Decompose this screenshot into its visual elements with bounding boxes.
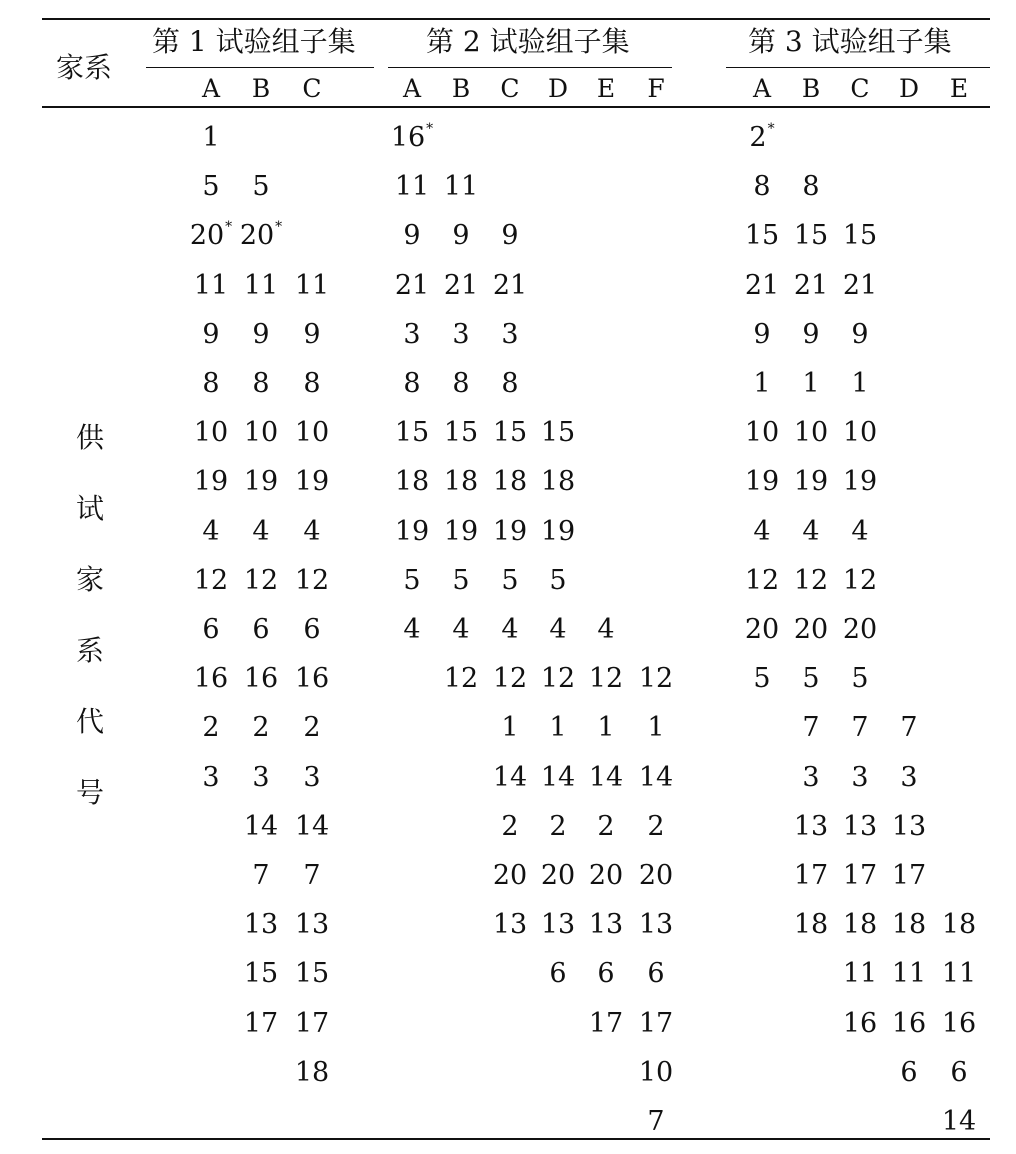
- table-cell: 6: [202, 614, 220, 645]
- table-cell: 17: [793, 860, 829, 891]
- table-cell: 1: [753, 368, 771, 399]
- table-cell: 20: [744, 614, 780, 645]
- table-cell: 12: [492, 663, 528, 695]
- col-header-g1-b: B: [251, 74, 271, 103]
- table-cell: 18: [793, 909, 829, 941]
- table-cell: 8: [753, 171, 771, 203]
- table-cell: 3: [900, 761, 918, 793]
- table-cell: 7: [900, 712, 918, 744]
- table-cell: 19: [294, 466, 330, 498]
- asterisk-mark: *: [426, 121, 434, 137]
- group-2-underline: [388, 67, 672, 68]
- table-cell: 1: [851, 368, 869, 399]
- table-cell: 13: [891, 810, 927, 842]
- table-cell: 12: [243, 564, 279, 596]
- table-cell: 19: [394, 515, 430, 547]
- table-cell: 7: [802, 712, 820, 744]
- table-cell: 12: [793, 564, 829, 596]
- table-cell: 6: [549, 958, 567, 990]
- table-cell: 13: [793, 810, 829, 842]
- col-header-g2-c: C: [500, 74, 520, 103]
- table-cell: 21: [492, 269, 528, 301]
- table-cell: 3: [403, 318, 421, 350]
- header-rule: [42, 106, 990, 108]
- table-cell: 9: [452, 220, 470, 252]
- table-cell: 7: [303, 860, 321, 891]
- table-cell: 8: [303, 368, 321, 399]
- col-header-g2-a: A: [402, 74, 422, 103]
- table-cell: 13: [492, 909, 528, 941]
- col-header-g3-e: E: [949, 74, 969, 103]
- asterisk-mark: *: [275, 219, 283, 236]
- table-cell: 16: [294, 663, 330, 695]
- table-cell: 14: [492, 761, 528, 793]
- table-cell: 3: [802, 761, 820, 793]
- table-cell: 1: [202, 122, 220, 153]
- table-cell: 17: [588, 1007, 624, 1039]
- table-cell: 2: [252, 712, 270, 744]
- table-cell: 14: [540, 761, 576, 793]
- table-cell: 10: [744, 417, 780, 449]
- table-cell: 15: [243, 958, 279, 990]
- col-header-g1-a: A: [201, 74, 221, 103]
- table-cell: 10: [243, 417, 279, 449]
- group-3-title: 第 3 试验组子集: [748, 25, 952, 58]
- table-cell: 2: [597, 810, 615, 842]
- table-cell: 11: [294, 269, 330, 301]
- table-cell: 5: [403, 564, 421, 596]
- table-cell: 9: [753, 318, 771, 350]
- table-cell: 4: [802, 515, 820, 547]
- table-cell: 19: [492, 515, 528, 547]
- table-cell: 9: [252, 318, 270, 350]
- table-cell: 20: [588, 860, 624, 891]
- table-cell: 17: [243, 1007, 279, 1039]
- table-cell: 4: [202, 515, 220, 547]
- table-cell: 2: [549, 810, 567, 842]
- table-cell: 10: [842, 417, 878, 449]
- table-cell: 5: [501, 564, 519, 596]
- table-cell: 9: [202, 318, 220, 350]
- table-cell: 7: [647, 1106, 665, 1137]
- table-cell: 4: [452, 614, 470, 645]
- table-cell: 17: [294, 1007, 330, 1039]
- table-cell: 8: [403, 368, 421, 399]
- table-cell: 2: [303, 712, 321, 744]
- col-header-g3-a: A: [752, 74, 772, 103]
- table-cell: 17: [891, 860, 927, 891]
- table-cell: 14: [941, 1106, 977, 1137]
- table-cell: 21: [842, 269, 878, 301]
- table-cell: 10: [793, 417, 829, 449]
- table-cell: 3: [202, 761, 220, 793]
- table-cell: 21: [443, 269, 479, 301]
- table-cell: 3: [252, 761, 270, 793]
- asterisk-mark: *: [225, 219, 233, 236]
- table-cell: 4: [597, 614, 615, 645]
- vertical-label-6: 号: [75, 776, 105, 809]
- table-cell: 1: [501, 712, 519, 744]
- table-cell: 3: [452, 318, 470, 350]
- table-cell: 5: [252, 171, 270, 203]
- table-cell: 9: [403, 220, 421, 252]
- col-header-g1-c: C: [302, 74, 322, 103]
- table-cell: 4: [403, 614, 421, 645]
- table-cell: 4: [252, 515, 270, 547]
- table-cell: 12: [540, 663, 576, 695]
- table-cell: 1: [802, 368, 820, 399]
- table-cell: 3: [851, 761, 869, 793]
- table-cell: 20: [638, 860, 674, 891]
- table-cell: 18: [842, 909, 878, 941]
- table-cell: 4: [303, 515, 321, 547]
- table-cell: 16: [243, 663, 279, 695]
- table-cell: 8: [202, 368, 220, 399]
- table-cell: 18: [394, 466, 430, 498]
- table-cell: 9: [501, 220, 519, 252]
- table-cell: 20: [793, 614, 829, 645]
- table-cell: 5: [202, 171, 220, 203]
- table-cell: 6: [950, 1056, 968, 1088]
- table-cell: 6: [597, 958, 615, 990]
- table-cell: 16: [193, 663, 229, 695]
- table-cell: 14: [638, 761, 674, 793]
- table-cell: 12: [443, 663, 479, 695]
- table-cell: 4: [851, 515, 869, 547]
- table-cell: 13: [540, 909, 576, 941]
- table-cell: 13: [588, 909, 624, 941]
- top-rule: [42, 18, 990, 20]
- table-cell: 12: [842, 564, 878, 596]
- table-cell: 11: [891, 958, 927, 990]
- table-cell: 18: [443, 466, 479, 498]
- table-cell: 1: [597, 712, 615, 744]
- col-header-g2-b: B: [451, 74, 471, 103]
- table-cell: 9: [851, 318, 869, 350]
- table-cell: 5: [753, 663, 771, 695]
- table-cell: 20*: [189, 219, 233, 252]
- table-cell: 8: [802, 171, 820, 203]
- col-header-g3-c: C: [850, 74, 870, 103]
- table-cell: 13: [638, 909, 674, 941]
- col-header-g2-f: F: [647, 74, 665, 103]
- table-cell: 11: [443, 171, 479, 203]
- table-cell: 11: [394, 171, 430, 203]
- table-cell: 10: [638, 1056, 674, 1088]
- table-cell: 11: [243, 269, 279, 301]
- table-cell: 6: [252, 614, 270, 645]
- table-cell: 17: [842, 860, 878, 891]
- table-cell: 12: [638, 663, 674, 695]
- table-cell: 20: [540, 860, 576, 891]
- table-cell: 5: [452, 564, 470, 596]
- table-cell: 1: [647, 712, 665, 744]
- table-cell: 2: [501, 810, 519, 842]
- table-cell: 16: [842, 1007, 878, 1039]
- table-cell: 7: [252, 860, 270, 891]
- table-cell: 18: [294, 1056, 330, 1088]
- table-cell: 4: [753, 515, 771, 547]
- table-cell: 8: [501, 368, 519, 399]
- table-cell: 19: [193, 466, 229, 498]
- table-cell: 13: [243, 909, 279, 941]
- family-header: 家系: [56, 51, 113, 84]
- table-cell: 15: [443, 417, 479, 449]
- table-cell: 11: [193, 269, 229, 301]
- table-cell: 3: [303, 761, 321, 793]
- table-cell: 18: [941, 909, 977, 941]
- table-cell: 10: [193, 417, 229, 449]
- table-cell: 10: [294, 417, 330, 449]
- table-cell: 9: [303, 318, 321, 350]
- table-cell: 18: [492, 466, 528, 498]
- table-cell: 12: [744, 564, 780, 596]
- table-cell: 13: [842, 810, 878, 842]
- table-cell: 4: [549, 614, 567, 645]
- table-cell: 20: [842, 614, 878, 645]
- table-cell: 5: [549, 564, 567, 596]
- vertical-label-3: 家: [75, 563, 105, 596]
- table-cell: 15: [394, 417, 430, 449]
- table-cell: 19: [842, 466, 878, 498]
- bottom-rule: [42, 1138, 990, 1140]
- asterisk-mark: *: [767, 121, 775, 137]
- table-cell: 20: [492, 860, 528, 891]
- group-3-underline: [726, 67, 990, 68]
- table-cell: 3: [501, 318, 519, 350]
- table-cell: 8: [252, 368, 270, 399]
- col-header-g2-d: D: [547, 74, 569, 103]
- vertical-label-2: 试: [75, 492, 105, 525]
- table-cell: 12: [193, 564, 229, 596]
- table-cell: 15: [492, 417, 528, 449]
- table-cell: 8: [452, 368, 470, 399]
- vertical-label-1: 供: [75, 421, 105, 454]
- vertical-label-5: 代: [75, 705, 105, 738]
- table-cell: 18: [540, 466, 576, 498]
- table-cell: 2: [647, 810, 665, 842]
- table-cell: 13: [294, 909, 330, 941]
- table-cell: 15: [842, 220, 878, 252]
- table-cell: 21: [744, 269, 780, 301]
- col-header-g3-d: D: [898, 74, 920, 103]
- col-header-g3-b: B: [801, 74, 821, 103]
- table-cell: 21: [793, 269, 829, 301]
- table-cell: 4: [501, 614, 519, 645]
- table-cell: 12: [588, 663, 624, 695]
- table-cell: 20*: [239, 219, 283, 252]
- table-cell: 15: [294, 958, 330, 990]
- table-cell: 7: [851, 712, 869, 744]
- table-cell: 6: [647, 958, 665, 990]
- table-cell: 9: [802, 318, 820, 350]
- table-cell: 14: [588, 761, 624, 793]
- table-cell: 19: [443, 515, 479, 547]
- table-cell: 16: [891, 1007, 927, 1039]
- table-cell: 5: [851, 663, 869, 695]
- table-cell: 19: [540, 515, 576, 547]
- table-cell: 6: [900, 1056, 918, 1088]
- table-cell: 19: [793, 466, 829, 498]
- table-cell: 17: [638, 1007, 674, 1039]
- table-cell: 15: [793, 220, 829, 252]
- table-cell: 15: [744, 220, 780, 252]
- table-cell: 11: [941, 958, 977, 990]
- table-cell: 18: [891, 909, 927, 941]
- table-cell: 1: [549, 712, 567, 744]
- table-cell: 15: [540, 417, 576, 449]
- table-cell: 6: [303, 614, 321, 645]
- group-2-title: 第 2 试验组子集: [426, 25, 630, 58]
- table-cell: 2*: [749, 121, 775, 153]
- table-cell: 21: [394, 269, 430, 301]
- group-1-underline: [146, 67, 374, 68]
- col-header-g2-e: E: [596, 74, 616, 103]
- table-cell: 2: [202, 712, 220, 744]
- table-cell: 5: [802, 663, 820, 695]
- table-cell: 16: [941, 1007, 977, 1039]
- table-cell: 11: [842, 958, 878, 990]
- vertical-label-4: 系: [75, 634, 105, 667]
- group-1-title: 第 1 试验组子集: [152, 25, 356, 58]
- table-cell: 12: [294, 564, 330, 596]
- table-cell: 19: [243, 466, 279, 498]
- table-cell: 16*: [390, 121, 434, 153]
- table-cell: 14: [243, 810, 279, 842]
- table-cell: 19: [744, 466, 780, 498]
- table-cell: 14: [294, 810, 330, 842]
